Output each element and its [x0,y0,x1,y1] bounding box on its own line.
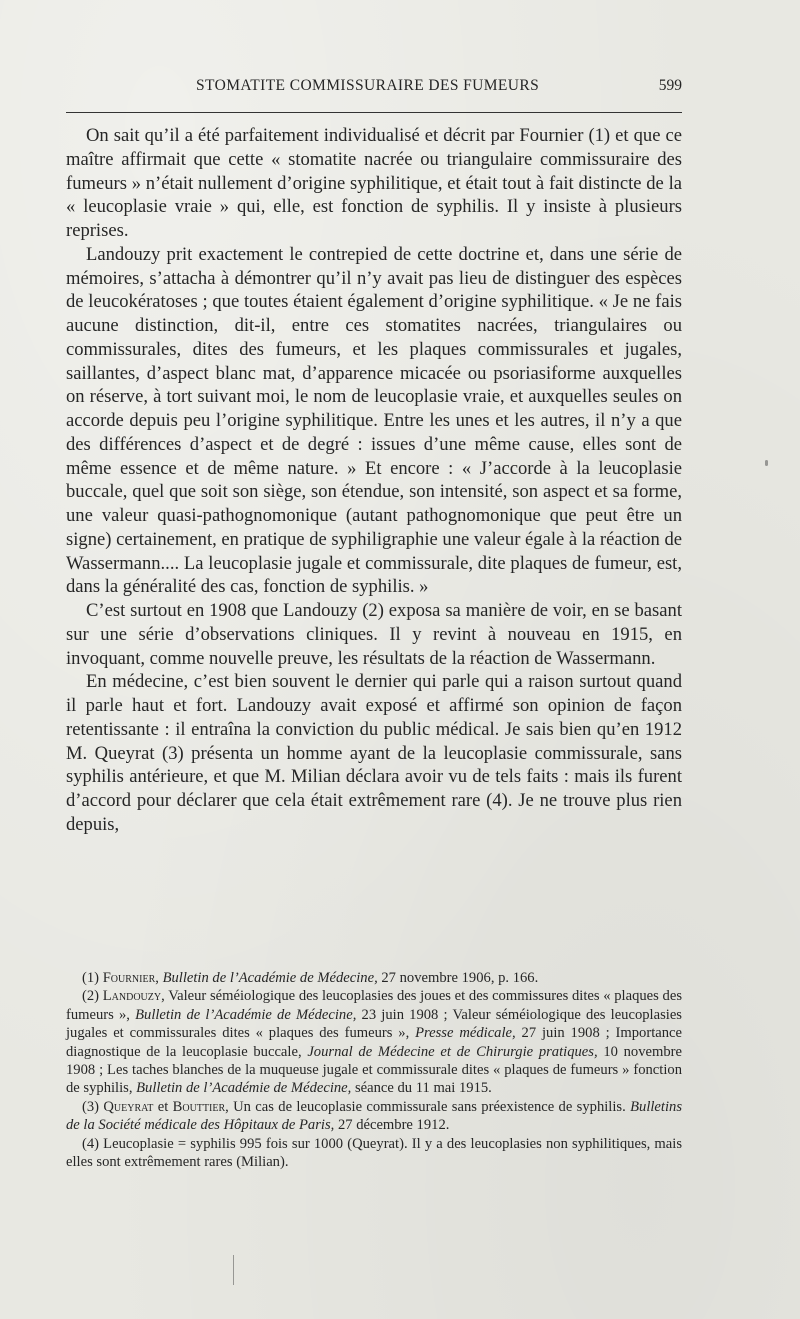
footnote-text: 10 novembre 1908 ; Les taches blanches de la muqueuse jugale et commissurale dites « plaques de fumeurs » fonction de syphilis, [66,1043,682,1097]
footnote-number: (3) [82,1098,100,1115]
footnote-1 [66,969,682,987]
footnote-text: séance du 11 mai 1915. [351,1080,492,1097]
footnote-4 [66,1135,682,1172]
footnote-number: (1) [82,970,100,986]
main-text [66,124,682,837]
footnote-journal: Journal de Médecine et de Chirurgie pratiques, [307,1043,598,1060]
footnote-author: Fournier, [102,970,159,986]
footnote-text: Leucoplasie = syphilis 995 fois sur 1000 (Queyrat). Il y a des leucoplasies non syphilitiques, mais elles sont extrêmement rares (Milian). [66,1135,682,1171]
footnote-text: 27 juin 1908 ; Importance diagnostique de la leucoplasie buccale, [66,1025,682,1060]
paragraph-1: On sait qu’il a été parfaitement individualisé et décrit par Fournier (1) et que ce maître affirmait que cette « stomatite nacrée ou triangulaire commissuraire des fumeurs » n’était nullement d’origine syphilitique, et était tout à fait distincte de la « leucoplasie vraie » qui, elle, est fonction de syphilis. Il y insiste à plusieurs reprises. [66,125,682,241]
paragraph-2: Landouzy prit exactement le contrepied de cette doctrine et, dans une série de mémoires, s’attacha à démontrer qu’il n’y avait pas lieu de distinguer des espèces de leucokératoses ; que toutes étaient également d’origine syphilitique. « Je ne fais aucune distinction, dit-il, entre ces stomatites nacrées, triangulaires ou commissurales, dites des fumeurs, et les plaques commissurales et jugales, saillantes, d’aspect blanc mat, d’apparence micacée ou psoriasiforme auxquelles on réserve, à tort suivant moi, le nom de leucoplasie vraie, et auxquelles seules on accorde depuis peu l’origine syphilitique. Entre les unes et les autres, il n’y a que des différences d’aspect et de degré : issues d’une même cause, elles sont de même essence et de même nature. » Et encore : « J’accorde à la leucoplasie buccale, quel que soit son siège, son étendue, son intensité, son aspect et sa forme, une valeur quasi-pathognomonique (autant pathognomonique que peut être un signe) certainement, en pratique de syphiligraphie une valeur égale à la réaction de Wassermann.... La leucoplasie jugale et commissurale, dite plaques de fumeur, est, dans la généralité des cas, fonction de syphilis. » [66,243,682,598]
header-rule [66,112,682,113]
paragraph-4: En médecine, c’est bien souvent le dernier qui parle qui a raison surtout quand il parle haut et fort. Landouzy avait exposé et affirmé son opinion de façon retentissante : il entraîna la conviction du public médical. Je sais bien qu’en 1912 M. Queyrat (3) présenta un homme ayant de la leucoplasie commissurale, sans syphilis antérieure, et que M. Milian déclara avoir vu de tels faits : mais ils furent d’accord pour déclarer que cela était extrêmement rare (4). Je ne trouve plus rien depuis, [66,671,682,835]
footnote-journal: Bulletin de l’Académie de Médecine, [162,970,378,986]
paragraph-3: C’est surtout en 1908 que Landouzy (2) exposa sa manière de voir, en se basant sur une série d’observations cliniques. Il y revint à nouveau en 1915, en invoquant, comme nouvelle preuve, les résultats de la réaction de Wassermann. [66,600,682,669]
footnote-number: (4) [82,1135,100,1152]
footnote-journal: Bulletin de l’Académie de Médecine, [136,1080,352,1097]
footnote-text: 23 juin 1908 ; Valeur séméiologique des leucoplasies jugales et commissurales dites « plaques des fumeurs », [66,1006,682,1042]
footnote-number: (2) [82,988,100,1005]
footnote-author: Landouzy, [102,988,165,1005]
footnotes [66,969,682,1171]
page-number: 599 [658,77,682,94]
paper-speck [765,460,768,466]
running-title: STOMATITE COMMISSURAIRE DES FUMEURS [196,77,540,94]
footnote-journal: Bulletins de la Société médicale des Hôpitaux de Paris, [66,1098,682,1134]
footnote-2 [66,987,682,1097]
footnote-author: Bouttier, [172,1098,229,1115]
paper-speck [233,1255,234,1285]
footnote-text: 27 décembre 1912. [334,1117,450,1134]
footnote-author: Queyrat [103,1098,154,1115]
footnote-journal: Bulletin de l’Académie de Médecine, [135,1006,357,1023]
page-header [66,77,682,101]
footnote-3 [66,1098,682,1135]
footnote-text: Valeur séméiologique des leucoplasies des joues et des commissures dites « plaques des fumeurs », [66,988,683,1023]
footnote-journal: Presse médicale, [415,1025,516,1042]
footnote-text: et [153,1098,173,1115]
footnote-text: 27 novembre 1906, p. 166. [377,970,539,986]
footnote-text: Un cas de leucoplasie commissurale sans préexistence de syphilis. [228,1098,631,1115]
